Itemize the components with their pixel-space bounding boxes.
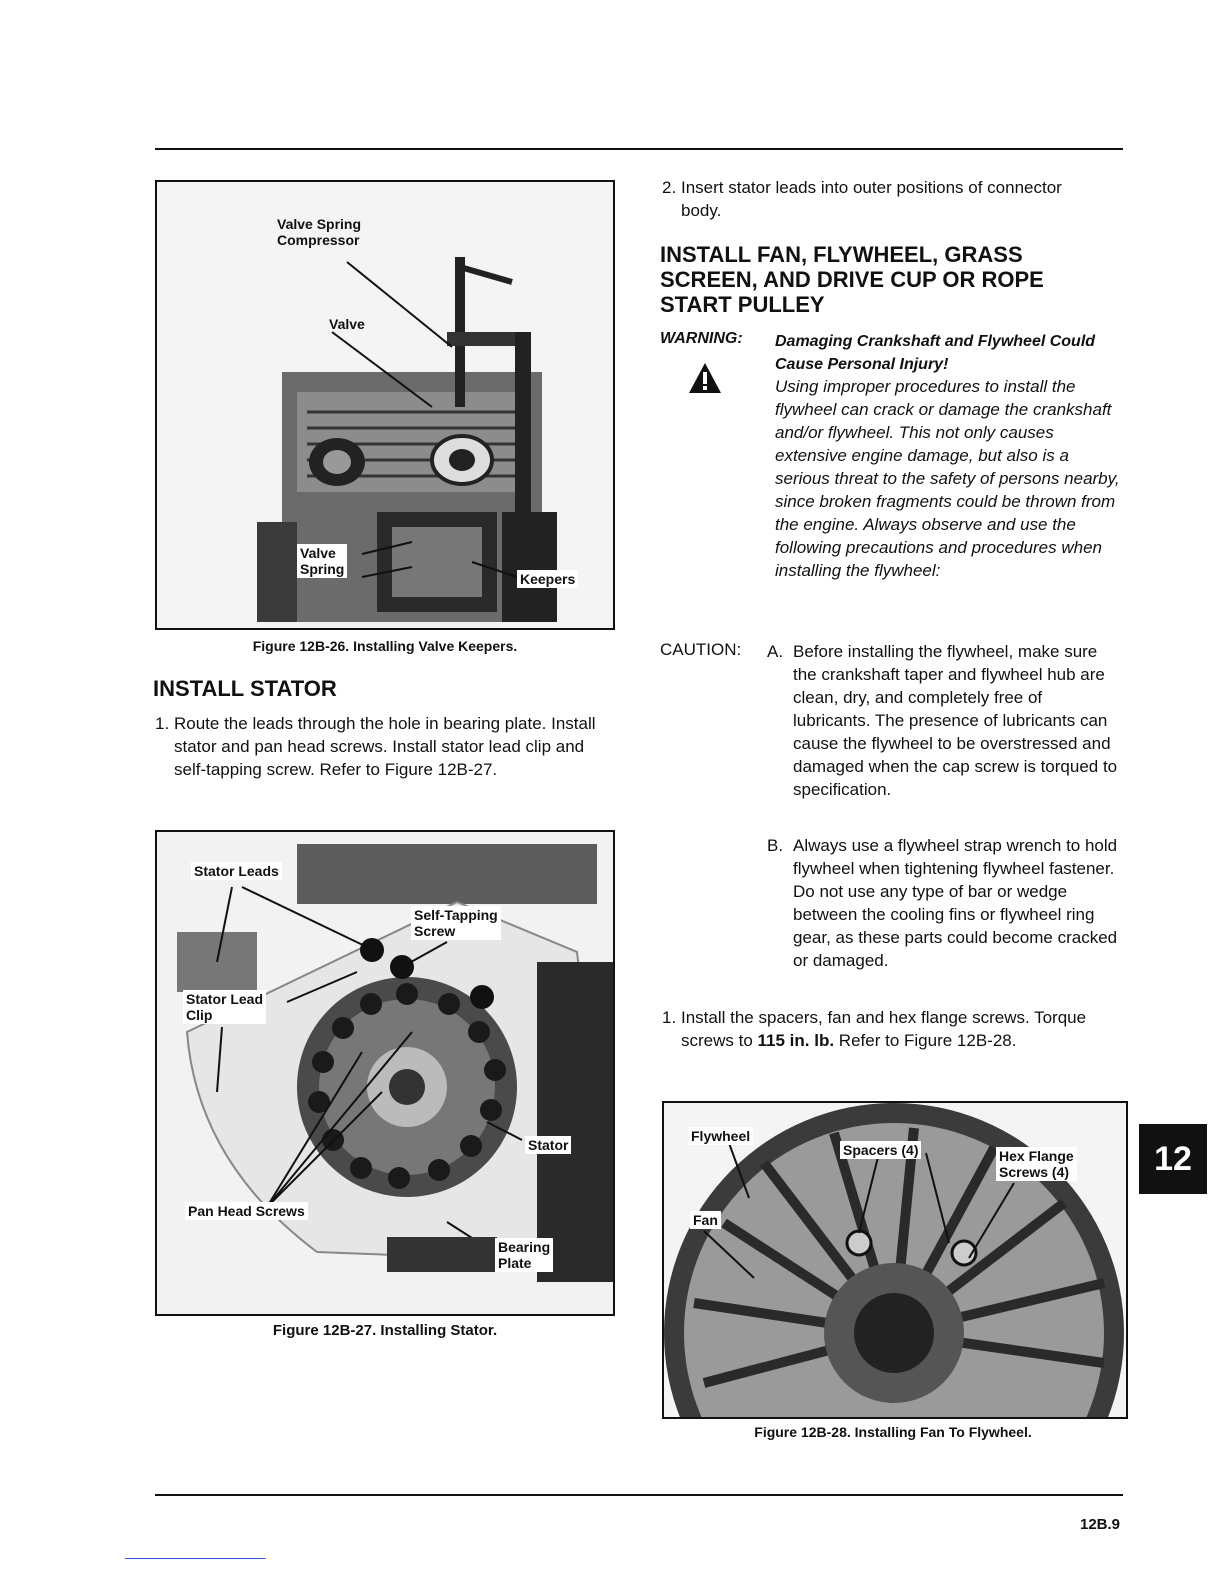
step-text: Insert stator leads into outer positions of connector body. bbox=[681, 178, 1062, 220]
step-text: Route the leads through the hole in bearing plate. Install stator and pan head screws. Install stator lead clip and self-tapping screw. Refer to Figure 12B-27. bbox=[174, 714, 596, 779]
torque-value: 115 in. lb. bbox=[757, 1031, 835, 1050]
step-number: 2. bbox=[662, 178, 677, 197]
label-stator-lead-clip: Stator Lead Clip bbox=[183, 990, 266, 1024]
label-flywheel: Flywheel bbox=[688, 1127, 753, 1145]
caution-letter: A. bbox=[767, 642, 784, 661]
figure-12b-28-caption: Figure 12B-28. Installing Fan To Flywheel. bbox=[754, 1424, 1032, 1440]
warning-label: WARNING: bbox=[660, 330, 743, 347]
label-valve-spring: Valve Spring bbox=[297, 544, 347, 578]
warning-triangle-icon bbox=[688, 362, 722, 394]
caution-item-a bbox=[767, 640, 1119, 801]
warning-heading: Damaging Crankshaft and Flywheel Could Cause Personal Injury! bbox=[775, 333, 1096, 373]
label-hex-flange-screws: Hex Flange Screws (4) bbox=[996, 1147, 1077, 1181]
label-keepers: Keepers bbox=[517, 570, 578, 588]
step-number: 1. bbox=[155, 714, 170, 733]
valve-keepers-photo bbox=[157, 182, 613, 628]
install-stator-step-1 bbox=[155, 712, 605, 781]
install-fan-step-1 bbox=[662, 1006, 1102, 1052]
caution-text: Always use a flywheel strap wrench to hold flywheel when tightening flywheel fastener. Do not use any type of bar or wedge between the cooling fins or flywheel ring gear, as these parts could become cracked or damaged. bbox=[793, 836, 1118, 970]
step-number: 1. bbox=[662, 1008, 677, 1027]
label-pan-head-screws: Pan Head Screws bbox=[185, 1202, 308, 1220]
label-stator-leads: Stator Leads bbox=[191, 862, 282, 880]
label-fan: Fan bbox=[690, 1211, 721, 1229]
chapter-tab: 12 bbox=[1139, 1124, 1207, 1194]
caution-text: Before installing the flywheel, make sure the crankshaft taper and flywheel hub are clean, dry, and completely free of lubricants. The presence of lubricants can cause the flywheel to be overstressed and damaged when the cap screw is torqued to specification. bbox=[793, 642, 1118, 799]
section-title-install-stator: INSTALL STATOR bbox=[153, 676, 337, 701]
step-text: Install the spacers, fan and hex flange screws. Torque screws to 115 in. lb. Refer to Figure 12B-28. bbox=[681, 1008, 1087, 1050]
caution-letter: B. bbox=[767, 836, 784, 855]
figure-12b-27 bbox=[155, 830, 615, 1316]
label-valve-spring-compressor: Valve Spring Compressor bbox=[277, 216, 362, 248]
top-rule bbox=[155, 148, 1123, 150]
install-stator-step-2 bbox=[662, 176, 1102, 222]
label-self-tapping-screw: Self-Tapping Screw bbox=[411, 906, 501, 940]
label-valve: Valve bbox=[329, 316, 365, 332]
bottom-rule bbox=[155, 1494, 1123, 1496]
figure-12b-26 bbox=[155, 180, 615, 630]
page-number: 12B.9 bbox=[1080, 1516, 1121, 1533]
label-stator: Stator bbox=[525, 1136, 571, 1154]
caution-item-b bbox=[767, 834, 1119, 972]
warning-body: Using improper procedures to install the flywheel can crack or damage the crankshaft and/or flywheel. This not only causes extensive engine damage, but also is a serious threat to the safety of persons nearby, since broken fragments could be thrown from the engine. Always observe and use the following precautions and procedures when installing the flywheel: bbox=[775, 377, 1120, 580]
section-title-install-fan-flywheel: INSTALL FAN, FLYWHEEL, GRASS SCREEN, AND DRIVE CUP OR ROPE START PULLEY bbox=[660, 242, 1044, 317]
figure-12b-26-caption: Figure 12B-26. Installing Valve Keepers. bbox=[252, 638, 518, 654]
caution-label: CAUTION: bbox=[660, 640, 742, 659]
label-spacers: Spacers (4) bbox=[840, 1141, 921, 1159]
figure-12b-28 bbox=[662, 1101, 1128, 1419]
footnote-line bbox=[125, 1558, 266, 1559]
label-bearing-plate: Bearing Plate bbox=[495, 1238, 553, 1272]
figure-12b-27-caption: Figure 12B-27. Installing Stator. bbox=[272, 1322, 498, 1339]
